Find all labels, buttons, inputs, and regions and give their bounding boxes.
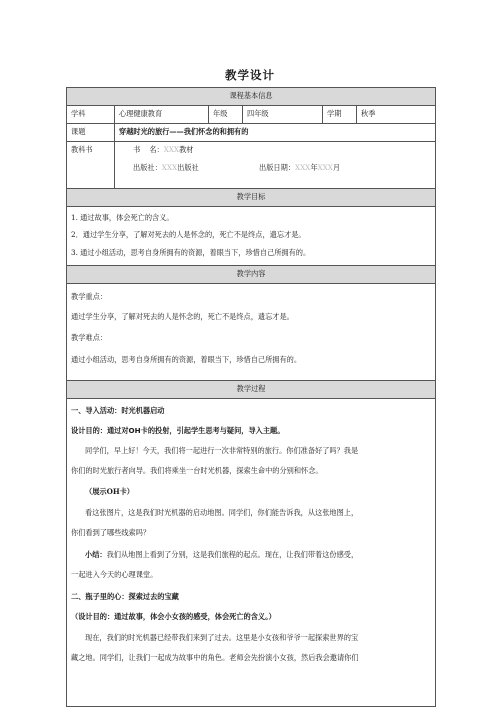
pubdate-year-placeholder: XXX: [294, 163, 311, 172]
topic-value: 穿越时光的旅行——我们怀念的和拥有的: [115, 124, 436, 142]
lesson-plan-table: [66, 87, 436, 707]
section-1-para-2a: 看这张图片，这是我们时光机器的启动地图。同学们，你们能告诉我，从这张地图上，: [85, 508, 359, 517]
topic-label: 课题: [67, 124, 115, 142]
book-name-line: [119, 146, 431, 164]
section-1-show-card: （展示OH卡）: [85, 487, 134, 496]
subject-value: 心理健康教育: [115, 106, 209, 124]
difficult-point-label: 教学难点：: [71, 333, 107, 342]
summary-text-a: 我们从地图上看到了分别，这是我们旅程的起点。现在，让我们带着这份感受，: [106, 550, 359, 559]
key-point-text: 通过学生分享，了解对死去的人是怀念的，死亡不是终点，遗忘才是。: [71, 312, 294, 321]
textbook-info: [115, 142, 436, 189]
difficult-point-text: 通过小组活动，思考自身所拥有的资源，着眼当下，珍惜自己所拥有的。: [71, 355, 302, 364]
section-1-para-1b: 你们的时光旅行者向导。我们将乘坐一台时光机器，探索生命中的分别和怀念。: [71, 466, 323, 475]
section-2-para-1b: 藏之地。同学们，让我们一起成为故事中的角色。老师会先扮演小女孩，然后我会邀请你们: [71, 653, 359, 662]
section-1-para-2b: 你们看到了哪些线索吗？: [71, 528, 151, 537]
section-2-title: 二、瓶子里的心：探索过去的宝藏: [71, 592, 179, 601]
pubdate-label: 出版日期：: [259, 163, 295, 172]
publisher-suffix: 出版社: [177, 163, 199, 172]
section-1-summary-b: 一起进入今天的心理课堂。: [71, 570, 158, 579]
grade-label: 年级: [209, 106, 243, 124]
term-value: 秋季: [357, 106, 436, 124]
pubdate-year-suffix: 年: [310, 163, 318, 172]
publisher-field: [133, 164, 259, 173]
textbook-label: 教科书: [67, 142, 115, 189]
section-1-design: 设计目的：通过对OH卡的投射，引起学生思考与疑问，导入主题。: [71, 426, 285, 435]
pubdate-month-suffix: 月: [332, 163, 341, 172]
section-2-design: （设计目的：通过故事，体会小女孩的感受，体会死亡的含义。）: [71, 612, 276, 621]
book-name-suffix: 教材: [179, 145, 194, 154]
section-1-summary: [71, 545, 431, 565]
content-body: [67, 284, 436, 381]
publisher-placeholder: XXX: [161, 163, 178, 172]
goals-list: [67, 207, 436, 266]
process-header: 教学过程: [67, 381, 436, 399]
summary-label: 小结：: [85, 550, 107, 559]
term-label: 学期: [323, 106, 357, 124]
section-2-para-1a: 现在，我们的时光机器已经带我们来到了过去。这里是小女孩和爷爷一起探索世界的宝: [85, 633, 359, 642]
key-point-label: 教学重点：: [71, 292, 107, 301]
section-1-para-1a: 同学们，早上好！今天，我们将一起进行一次非常特别的旅行。你们准备好了吗？我是: [85, 446, 359, 455]
goal-item-3: 3. 通过小组活动，思考自身所拥有的资源，着眼当下，珍惜自己所拥有的。: [71, 248, 311, 257]
goal-item-1: 1. 通过故事，体会死亡的含义。: [71, 213, 174, 222]
process-body: [67, 399, 436, 707]
book-name-placeholder: XXX: [163, 145, 180, 154]
grade-value: 四年级: [243, 106, 323, 124]
subject-label: 学科: [67, 106, 115, 124]
publisher-line: [119, 164, 431, 178]
goals-header: 教学目标: [67, 189, 436, 207]
document-title: 教学设计: [225, 68, 275, 82]
basic-info-header: 课程基本信息: [67, 88, 436, 106]
book-name-label: 书 名：: [133, 145, 164, 154]
content-header: 教学内容: [67, 266, 436, 284]
section-1-title: 一、导入活动：时光机器启动: [71, 406, 165, 415]
publisher-label: 出版社：: [133, 163, 162, 172]
pubdate-month-placeholder: XXX: [317, 163, 333, 172]
goal-item-2: 2．通过学生分享，了解对死去的人是怀念的，死亡不是终点，遗忘才是。: [71, 230, 306, 239]
